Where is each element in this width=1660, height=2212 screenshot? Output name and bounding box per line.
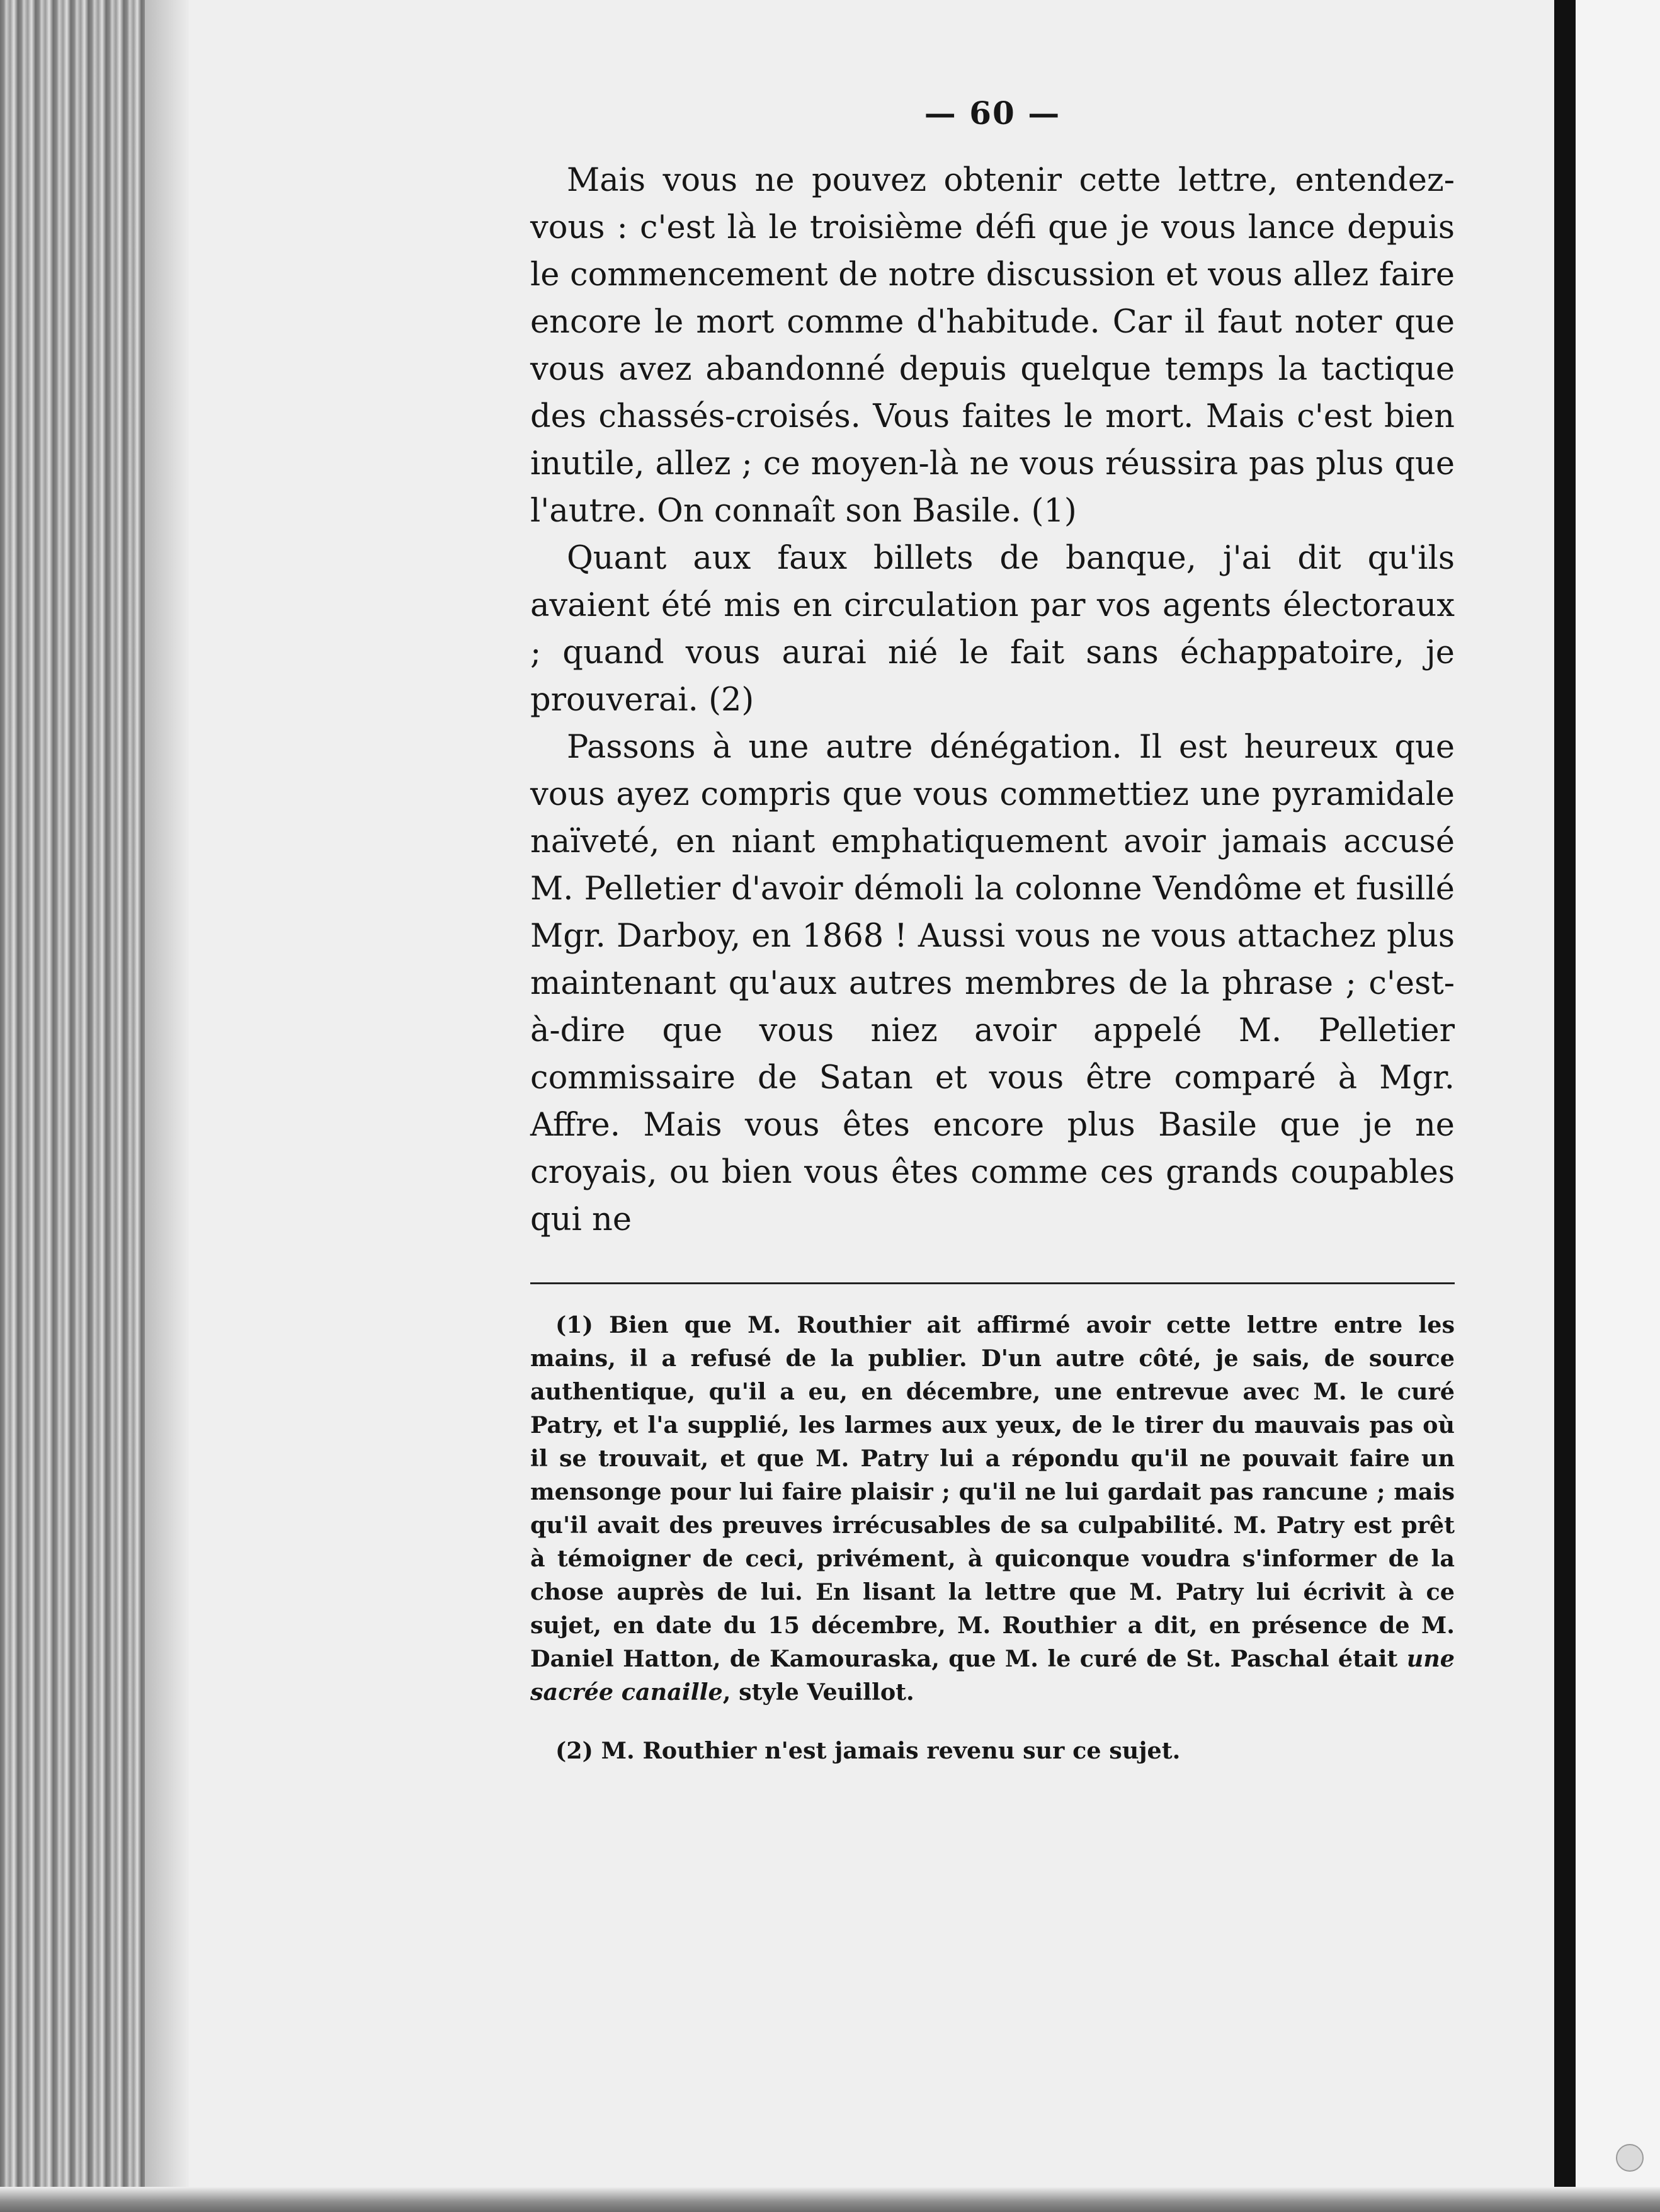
footnote-1-italic: une sacrée canaille: [530, 1645, 1455, 1706]
page-number: — 60 —: [924, 94, 1061, 132]
footnote-2: (2) M. Routhier n'est jamais revenu sur ce sujet.: [555, 1737, 1181, 1764]
footnote-1-end: , style Veuillot.: [722, 1679, 914, 1706]
paragraph-3: Passons à une autre dénégation. Il est heureux que vous ayez compris que vous commettiez une pyramidale naïveté, en niant emphatiquement avoir jamais accusé M. Pelletier d'avoir démoli la colonne Vendôme et fusillé Mgr. Darboy, en 1868 ! Aussi vous ne vous attachez plus maintenant qu'aux autres membres de la phrase ; c'est-à-dire que vous niez avoir appelé M. Pelletier commissaire de Satan et vous être comparé à Mgr. Affre. Mais vous êtes encore plus Basile que je ne croyais, ou bien vous êtes comme ces grands coupables qui ne: [530, 729, 1455, 1238]
footnotes: [530, 1308, 1455, 1767]
binding-shadow: [145, 0, 189, 2212]
scan-border-right: [1554, 0, 1576, 2212]
corner-stamp-icon: [1616, 2144, 1644, 2172]
book-bottom-edge: [0, 2187, 1660, 2212]
paragraph-1: Mais vous ne pouvez obtenir cette lettre, entendez-vous : c'est là le troisième défi que je vous lance depuis le commencement de notre discussion et vous allez faire encore le mort comme d'habitude. Car il faut noter que vous avez abandonné depuis quelque temps la tactique des chassés-croisés. Vous faites le mort. Mais c'est bien inutile, allez ; ce moyen-là ne vous réussira pas plus que l'autre. On connaît son Basile. (1): [530, 162, 1455, 530]
scan-margin-right: [1576, 0, 1660, 2212]
footnote-separator: [530, 1282, 1455, 1284]
body-text: [530, 157, 1455, 1243]
footnote-1: [530, 1308, 1455, 1709]
book-page-edges: [0, 0, 145, 2212]
paragraph-2: Quant aux faux billets de banque, j'ai dit qu'ils avaient été mis en circulation par vos agents électoraux ; quand vous aurai nié le fait sans échappatoire, je prouverai. (2): [530, 540, 1455, 719]
book-page: [530, 94, 1455, 1767]
footnote-1-text: (1) Bien que M. Routhier ait affirmé avoir cette lettre entre les mains, il a refusé de la publier. D'un autre côté, je sais, de source authentique, qu'il a eu, en décembre, une entrevue avec M. le curé Patry, et l'a supplié, les larmes aux yeux, de le tirer du mauvais pas où il se trouvait, et que M. Patry lui a répondu qu'il ne pouvait faire un mensonge pour lui faire plaisir ; qu'il ne lui gardait pas rancune ; mais qu'il avait des preuves irrécusables de sa culpabilité. M. Patry est prêt à témoigner de ceci, privément, à quiconque voudra s'informer de la chose auprès de lui. En lisant la lettre que M. Patry lui écrivit à ce sujet, en date du 15 décembre, M. Routhier a dit, en présence de M. Daniel Hatton, de Kamouraska, que M. le curé de St. Paschal était: [530, 1311, 1455, 1672]
